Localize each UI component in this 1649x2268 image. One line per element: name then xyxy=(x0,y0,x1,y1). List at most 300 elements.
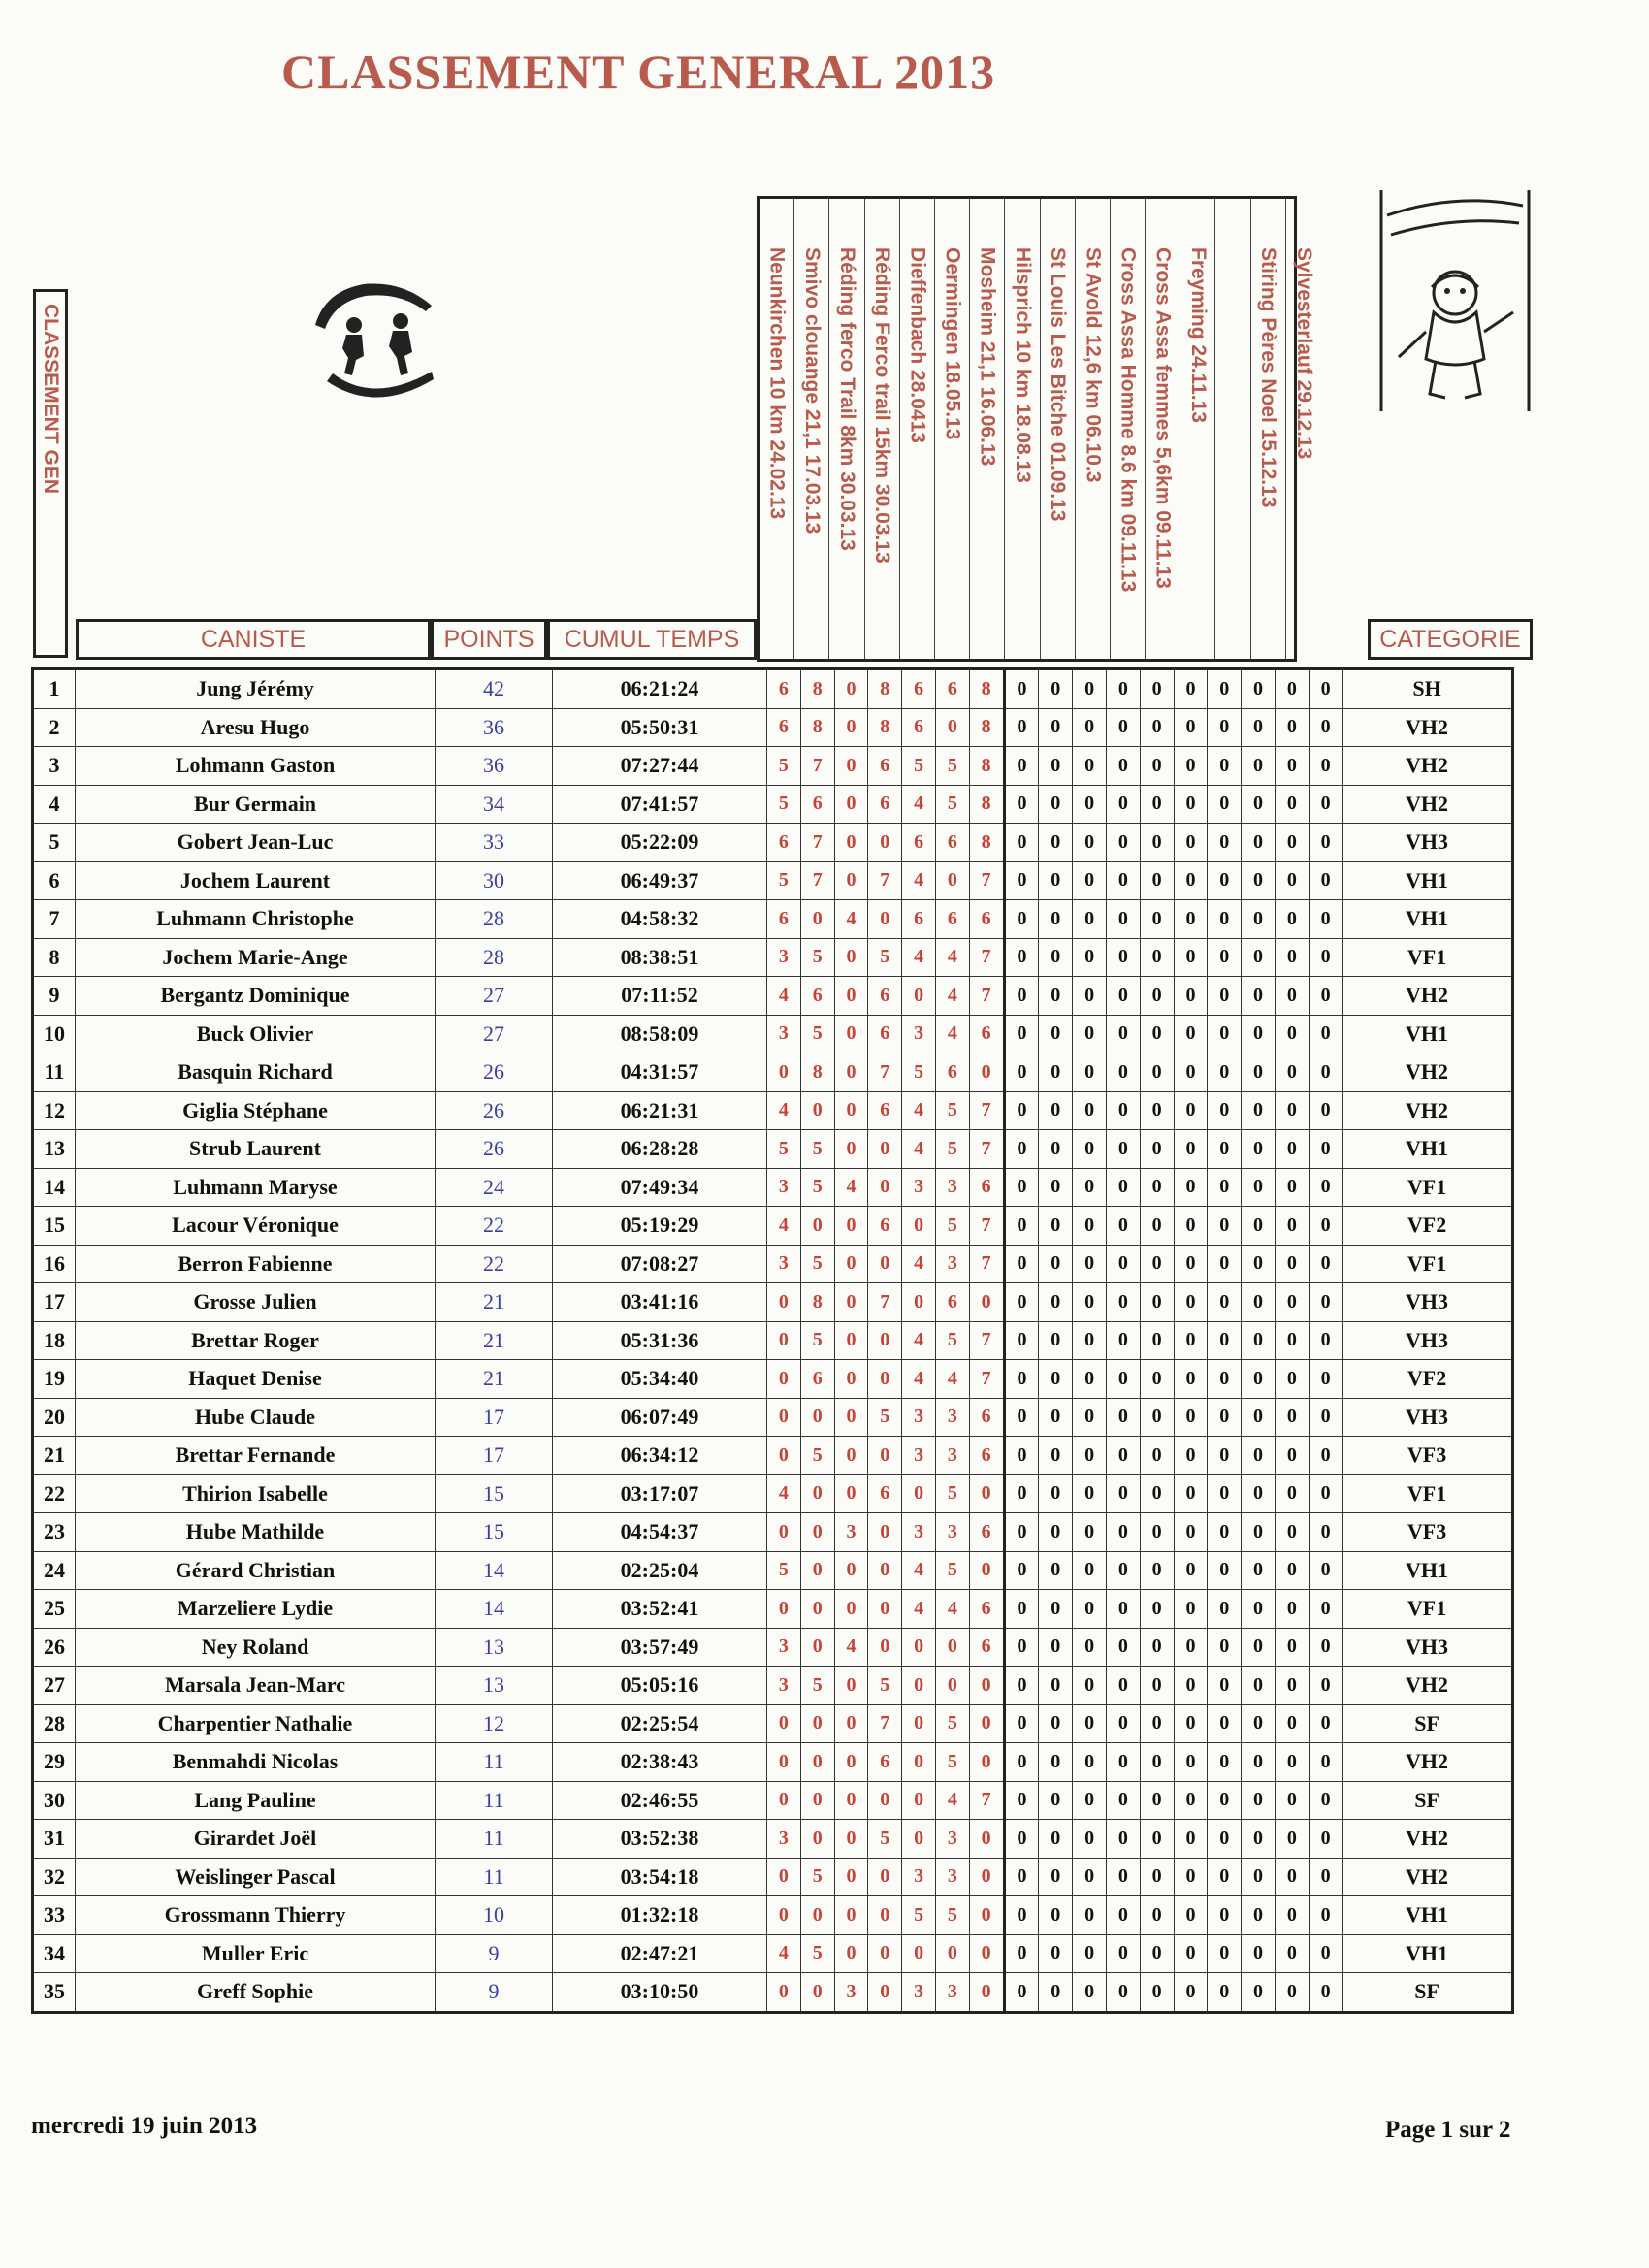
rank-cell: 20 xyxy=(33,1398,76,1437)
table-row xyxy=(33,1130,1513,1169)
score-cell: 7 xyxy=(868,1283,902,1322)
score-cell: 0 xyxy=(1140,1091,1174,1130)
score-cell: 0 xyxy=(1208,669,1242,709)
score-cell: 7 xyxy=(969,938,1004,977)
score-cell: 0 xyxy=(1208,1628,1242,1667)
score-cell: 7 xyxy=(969,1360,1004,1399)
score-cell: 0 xyxy=(1275,1628,1309,1667)
categorie-header: CATEGORIE xyxy=(1368,619,1533,660)
score-cell: 0 xyxy=(868,1513,902,1552)
table-row xyxy=(33,1973,1513,2013)
club-logo xyxy=(286,267,480,412)
score-cell: 0 xyxy=(1106,1934,1140,1973)
score-cell: 0 xyxy=(1004,1896,1039,1935)
score-cell: 0 xyxy=(1174,1283,1208,1322)
score-cell: 5 xyxy=(868,938,902,977)
score-cell: 0 xyxy=(868,1973,902,2013)
score-cell: 0 xyxy=(1039,747,1073,786)
name-cell: Charpentier Nathalie xyxy=(76,1704,436,1743)
score-cell: 0 xyxy=(1039,1207,1073,1246)
points-cell: 17 xyxy=(436,1437,553,1475)
score-cell: 0 xyxy=(1140,1360,1174,1399)
table-row xyxy=(33,1513,1513,1552)
score-cell: 0 xyxy=(834,1896,868,1935)
score-cell: 7 xyxy=(969,1245,1004,1283)
score-cell: 3 xyxy=(767,1820,801,1859)
score-cell: 0 xyxy=(1106,1628,1140,1667)
score-cell: 6 xyxy=(935,824,969,862)
name-cell: Gobert Jean-Luc xyxy=(76,824,436,862)
race-column-header xyxy=(829,199,864,659)
score-cell: 4 xyxy=(935,938,969,977)
score-cell: 4 xyxy=(902,1245,936,1283)
score-cell: 0 xyxy=(1073,785,1107,824)
score-cell: 0 xyxy=(1309,1360,1342,1399)
score-cell: 0 xyxy=(1275,861,1309,900)
race-name: Freyming 24.11.13 xyxy=(1186,247,1210,423)
score-cell: 0 xyxy=(935,861,969,900)
category-cell: VH1 xyxy=(1342,1896,1512,1935)
score-cell: 0 xyxy=(1004,1130,1039,1169)
points-cell: 21 xyxy=(436,1283,553,1322)
score-cell: 3 xyxy=(935,1398,969,1437)
score-cell: 6 xyxy=(902,669,936,709)
score-cell: 0 xyxy=(1242,1551,1276,1590)
score-cell: 0 xyxy=(1309,1628,1342,1667)
score-cell: 0 xyxy=(1208,1398,1242,1437)
time-cell: 03:52:38 xyxy=(553,1820,767,1859)
points-cell: 17 xyxy=(436,1398,553,1437)
rank-cell: 35 xyxy=(33,1973,76,2013)
table-row xyxy=(33,669,1513,709)
score-cell: 0 xyxy=(1106,1513,1140,1552)
score-cell: 3 xyxy=(834,1973,868,2013)
points-cell: 27 xyxy=(436,1015,553,1053)
score-cell: 0 xyxy=(1309,1667,1342,1705)
score-cell: 0 xyxy=(1242,900,1276,939)
score-cell: 5 xyxy=(902,747,936,786)
score-cell: 0 xyxy=(834,747,868,786)
score-cell: 0 xyxy=(1208,900,1242,939)
name-cell: Berron Fabienne xyxy=(76,1245,436,1283)
time-cell: 05:05:16 xyxy=(553,1667,767,1705)
rank-cell: 23 xyxy=(33,1513,76,1552)
points-cell: 22 xyxy=(436,1245,553,1283)
score-cell: 4 xyxy=(902,1551,936,1590)
score-cell: 4 xyxy=(935,1015,969,1053)
rank-cell: 5 xyxy=(33,824,76,862)
rank-cell: 9 xyxy=(33,977,76,1016)
score-cell: 0 xyxy=(1242,1820,1276,1859)
name-cell: Girardet Joël xyxy=(76,1820,436,1859)
points-cell: 15 xyxy=(436,1474,553,1513)
score-cell: 0 xyxy=(1208,1704,1242,1743)
time-cell: 08:38:51 xyxy=(553,938,767,977)
score-cell: 0 xyxy=(1208,1015,1242,1053)
category-cell: VF1 xyxy=(1342,1245,1512,1283)
name-cell: Luhmann Christophe xyxy=(76,900,436,939)
score-cell: 0 xyxy=(1275,1474,1309,1513)
score-cell: 0 xyxy=(969,1743,1004,1782)
score-cell: 0 xyxy=(1039,1704,1073,1743)
score-cell: 6 xyxy=(800,1360,834,1399)
score-cell: 0 xyxy=(969,1053,1004,1092)
score-cell: 3 xyxy=(935,1820,969,1859)
score-cell: 6 xyxy=(868,1015,902,1053)
score-cell: 0 xyxy=(902,1667,936,1705)
score-cell: 0 xyxy=(1174,669,1208,709)
score-cell: 0 xyxy=(1242,1934,1276,1973)
score-cell: 0 xyxy=(868,824,902,862)
score-cell: 0 xyxy=(1039,1743,1073,1782)
score-cell: 0 xyxy=(800,1398,834,1437)
score-cell: 0 xyxy=(868,1590,902,1629)
score-cell: 0 xyxy=(1106,1474,1140,1513)
score-cell: 0 xyxy=(1309,1704,1342,1743)
category-cell: VH2 xyxy=(1342,785,1512,824)
race-name: Réding ferco Trail 8km 30.03.13 xyxy=(835,247,858,551)
score-cell: 0 xyxy=(969,1896,1004,1935)
score-cell: 5 xyxy=(800,1321,834,1360)
score-cell: 4 xyxy=(902,1360,936,1399)
score-cell: 0 xyxy=(1004,1053,1039,1092)
score-cell: 4 xyxy=(834,1168,868,1207)
score-cell: 0 xyxy=(834,1245,868,1283)
points-cell: 15 xyxy=(436,1513,553,1552)
score-cell: 0 xyxy=(1242,1513,1276,1552)
score-cell: 0 xyxy=(1073,1896,1107,1935)
points-cell: 10 xyxy=(436,1896,553,1935)
score-cell: 0 xyxy=(969,1973,1004,2013)
score-cell: 0 xyxy=(1208,861,1242,900)
score-cell: 0 xyxy=(1174,785,1208,824)
score-cell: 0 xyxy=(800,1628,834,1667)
score-cell: 0 xyxy=(1309,1168,1342,1207)
score-cell: 0 xyxy=(1309,1820,1342,1859)
score-cell: 0 xyxy=(1073,1667,1107,1705)
score-cell: 8 xyxy=(868,708,902,747)
score-cell: 0 xyxy=(969,1704,1004,1743)
score-cell: 0 xyxy=(1174,1973,1208,2013)
score-cell: 0 xyxy=(1242,1667,1276,1705)
score-cell: 0 xyxy=(1275,1973,1309,2013)
score-cell: 0 xyxy=(1004,1321,1039,1360)
table-row xyxy=(33,1245,1513,1283)
score-cell: 0 xyxy=(1242,1896,1276,1935)
table-row xyxy=(33,900,1513,939)
score-cell: 0 xyxy=(1174,1667,1208,1705)
score-cell: 0 xyxy=(1140,747,1174,786)
score-cell: 0 xyxy=(1073,1474,1107,1513)
score-cell: 0 xyxy=(1073,1360,1107,1399)
score-cell: 5 xyxy=(902,1896,936,1935)
score-cell: 0 xyxy=(767,1398,801,1437)
score-cell: 0 xyxy=(1140,1053,1174,1092)
score-cell: 4 xyxy=(767,1091,801,1130)
points-cell: 28 xyxy=(436,938,553,977)
score-cell: 0 xyxy=(1208,1896,1242,1935)
score-cell: 0 xyxy=(1073,1743,1107,1782)
score-cell: 0 xyxy=(1004,1091,1039,1130)
score-cell: 0 xyxy=(1004,747,1039,786)
score-cell: 0 xyxy=(1309,1590,1342,1629)
score-cell: 0 xyxy=(1242,669,1276,709)
score-cell: 0 xyxy=(1039,708,1073,747)
category-cell: VH1 xyxy=(1342,1551,1512,1590)
score-cell: 0 xyxy=(1242,708,1276,747)
score-cell: 0 xyxy=(868,1781,902,1820)
score-cell: 0 xyxy=(1073,1820,1107,1859)
table-row xyxy=(33,938,1513,977)
score-cell: 0 xyxy=(1275,1207,1309,1246)
score-cell: 5 xyxy=(800,1168,834,1207)
score-cell: 0 xyxy=(1140,1667,1174,1705)
score-cell: 0 xyxy=(1039,1973,1073,2013)
score-cell: 0 xyxy=(1242,938,1276,977)
score-cell: 0 xyxy=(1004,1168,1039,1207)
score-cell: 0 xyxy=(1004,1628,1039,1667)
score-cell: 0 xyxy=(1208,1053,1242,1092)
time-cell: 06:49:37 xyxy=(553,861,767,900)
score-cell: 0 xyxy=(1140,1321,1174,1360)
score-cell: 0 xyxy=(1242,1628,1276,1667)
score-cell: 0 xyxy=(1174,1360,1208,1399)
name-cell: Thirion Isabelle xyxy=(76,1474,436,1513)
time-cell: 05:19:29 xyxy=(553,1207,767,1246)
score-cell: 7 xyxy=(969,1207,1004,1246)
rank-cell: 12 xyxy=(33,1091,76,1130)
standings-table xyxy=(31,667,1514,2014)
score-cell: 0 xyxy=(1208,1858,1242,1896)
score-cell: 0 xyxy=(1309,1474,1342,1513)
rank-cell: 1 xyxy=(33,669,76,709)
score-cell: 0 xyxy=(1242,1704,1276,1743)
score-cell: 0 xyxy=(935,1667,969,1705)
score-cell: 0 xyxy=(834,708,868,747)
score-cell: 4 xyxy=(935,1360,969,1399)
score-cell: 0 xyxy=(1106,1245,1140,1283)
score-cell: 0 xyxy=(1242,1053,1276,1092)
score-cell: 0 xyxy=(1106,1743,1140,1782)
rank-cell: 19 xyxy=(33,1360,76,1399)
name-cell: Marzeliere Lydie xyxy=(76,1590,436,1629)
score-cell: 0 xyxy=(1140,1015,1174,1053)
score-cell: 0 xyxy=(1208,747,1242,786)
name-cell: Lang Pauline xyxy=(76,1781,436,1820)
score-cell: 0 xyxy=(1242,1474,1276,1513)
name-cell: Grossmann Thierry xyxy=(76,1896,436,1935)
table-row xyxy=(33,1437,1513,1475)
score-cell: 0 xyxy=(834,1321,868,1360)
category-cell: VH2 xyxy=(1342,1091,1512,1130)
score-cell: 5 xyxy=(800,1130,834,1169)
score-cell: 0 xyxy=(1039,1360,1073,1399)
score-cell: 0 xyxy=(1140,1628,1174,1667)
score-cell: 0 xyxy=(902,1704,936,1743)
score-cell: 0 xyxy=(1174,1015,1208,1053)
score-cell: 0 xyxy=(1275,900,1309,939)
score-cell: 0 xyxy=(767,1437,801,1475)
table-row xyxy=(33,1321,1513,1360)
score-cell: 5 xyxy=(767,1551,801,1590)
score-cell: 0 xyxy=(1039,1053,1073,1092)
score-cell: 0 xyxy=(1073,1168,1107,1207)
score-cell: 0 xyxy=(834,1590,868,1629)
race-name: Neunkirchen 10 km 24.02.13 xyxy=(765,247,789,520)
score-cell: 0 xyxy=(868,1858,902,1896)
name-cell: Greff Sophie xyxy=(76,1973,436,2013)
score-cell: 8 xyxy=(800,1283,834,1322)
score-cell: 0 xyxy=(1140,977,1174,1016)
points-cell: 26 xyxy=(436,1130,553,1169)
score-cell: 0 xyxy=(1208,1245,1242,1283)
name-cell: Luhmann Maryse xyxy=(76,1168,436,1207)
score-cell: 5 xyxy=(767,747,801,786)
table-row xyxy=(33,824,1513,862)
score-cell: 0 xyxy=(1140,1743,1174,1782)
score-cell: 4 xyxy=(902,861,936,900)
score-cell: 6 xyxy=(767,824,801,862)
score-cell: 0 xyxy=(800,1704,834,1743)
score-cell: 7 xyxy=(868,1704,902,1743)
category-cell: VH2 xyxy=(1342,1820,1512,1859)
score-cell: 0 xyxy=(1073,1283,1107,1322)
score-cell: 5 xyxy=(800,938,834,977)
score-cell: 0 xyxy=(1140,1513,1174,1552)
score-cell: 0 xyxy=(1106,938,1140,977)
time-cell: 02:46:55 xyxy=(553,1781,767,1820)
score-cell: 6 xyxy=(969,1015,1004,1053)
race-name: Hilsprich 10 km 18.08.13 xyxy=(1011,247,1034,483)
score-cell: 0 xyxy=(902,1934,936,1973)
score-cell: 0 xyxy=(1174,1513,1208,1552)
score-cell: 0 xyxy=(1140,1437,1174,1475)
table-row xyxy=(33,1474,1513,1513)
score-cell: 0 xyxy=(1242,1245,1276,1283)
score-cell: 6 xyxy=(969,1168,1004,1207)
score-cell: 0 xyxy=(1309,1934,1342,1973)
points-cell: 22 xyxy=(436,1207,553,1246)
score-cell: 0 xyxy=(1106,1398,1140,1437)
category-cell: VH3 xyxy=(1342,1321,1512,1360)
points-cell: 33 xyxy=(436,824,553,862)
score-cell: 5 xyxy=(935,1207,969,1246)
category-cell: SF xyxy=(1342,1781,1512,1820)
page-title: CLASSEMENT GENERAL 2013 xyxy=(281,45,996,99)
score-cell: 0 xyxy=(1106,1820,1140,1859)
score-cell: 5 xyxy=(868,1667,902,1705)
side-label-box xyxy=(33,289,68,658)
score-cell: 0 xyxy=(1140,1973,1174,2013)
points-cell: 30 xyxy=(436,861,553,900)
cumul-temps-header: CUMUL TEMPS xyxy=(547,619,757,660)
rank-cell: 14 xyxy=(33,1168,76,1207)
score-cell: 5 xyxy=(868,1398,902,1437)
name-cell: Jochem Laurent xyxy=(76,861,436,900)
score-cell: 0 xyxy=(1004,861,1039,900)
score-cell: 3 xyxy=(935,1858,969,1896)
rank-cell: 30 xyxy=(33,1781,76,1820)
score-cell: 0 xyxy=(1208,1781,1242,1820)
rank-cell: 16 xyxy=(33,1245,76,1283)
score-cell: 0 xyxy=(1174,1704,1208,1743)
category-cell: SH xyxy=(1342,669,1512,709)
score-cell: 0 xyxy=(1073,1245,1107,1283)
race-column-header xyxy=(935,199,970,659)
category-cell: VH1 xyxy=(1342,1934,1512,1973)
name-cell: Brettar Roger xyxy=(76,1321,436,1360)
score-cell: 0 xyxy=(1275,1130,1309,1169)
category-cell: VH3 xyxy=(1342,1398,1512,1437)
table-row xyxy=(33,1858,1513,1896)
table-row xyxy=(33,1590,1513,1629)
score-cell: 5 xyxy=(935,1474,969,1513)
category-cell: SF xyxy=(1342,1973,1512,2013)
score-cell: 0 xyxy=(1174,1053,1208,1092)
score-cell: 0 xyxy=(1106,1130,1140,1169)
points-cell: 9 xyxy=(436,1934,553,1973)
table-row xyxy=(33,1934,1513,1973)
score-cell: 3 xyxy=(902,1513,936,1552)
race-name: Dieffenbach 28.0413 xyxy=(906,247,929,443)
points-cell: 11 xyxy=(436,1858,553,1896)
score-cell: 5 xyxy=(868,1820,902,1859)
points-cell: 11 xyxy=(436,1820,553,1859)
score-cell: 0 xyxy=(1242,1743,1276,1782)
score-cell: 5 xyxy=(935,1130,969,1169)
score-cell: 0 xyxy=(1073,1551,1107,1590)
score-cell: 0 xyxy=(1073,1934,1107,1973)
score-cell: 0 xyxy=(1174,1091,1208,1130)
score-cell: 3 xyxy=(935,1513,969,1552)
score-cell: 0 xyxy=(1208,1551,1242,1590)
category-cell: VH3 xyxy=(1342,1628,1512,1667)
score-cell: 5 xyxy=(767,1130,801,1169)
name-cell: Jochem Marie-Ange xyxy=(76,938,436,977)
score-cell: 0 xyxy=(1275,1781,1309,1820)
score-cell: 0 xyxy=(1073,1398,1107,1437)
score-cell: 0 xyxy=(902,1781,936,1820)
race-name: Mosheim 21,1 16.06.13 xyxy=(976,247,999,467)
score-cell: 6 xyxy=(767,708,801,747)
score-cell: 3 xyxy=(935,1973,969,2013)
score-cell: 0 xyxy=(1309,747,1342,786)
score-cell: 3 xyxy=(767,1168,801,1207)
race-column-header xyxy=(865,199,900,659)
category-cell: VH2 xyxy=(1342,1053,1512,1092)
score-cell: 5 xyxy=(935,1321,969,1360)
score-cell: 0 xyxy=(1309,1053,1342,1092)
score-cell: 3 xyxy=(935,1437,969,1475)
score-cell: 6 xyxy=(969,1437,1004,1475)
score-cell: 0 xyxy=(800,1551,834,1590)
points-cell: 13 xyxy=(436,1628,553,1667)
score-cell: 0 xyxy=(834,1207,868,1246)
score-cell: 0 xyxy=(1174,900,1208,939)
table-row xyxy=(33,747,1513,786)
time-cell: 06:21:31 xyxy=(553,1091,767,1130)
score-cell: 0 xyxy=(1242,1207,1276,1246)
score-cell: 0 xyxy=(1309,1551,1342,1590)
score-cell: 0 xyxy=(902,1743,936,1782)
score-cell: 7 xyxy=(868,1053,902,1092)
score-cell: 7 xyxy=(969,1091,1004,1130)
score-cell: 0 xyxy=(834,1743,868,1782)
category-cell: VF3 xyxy=(1342,1437,1512,1475)
points-cell: 14 xyxy=(436,1590,553,1629)
score-cell: 0 xyxy=(834,1858,868,1896)
score-cell: 5 xyxy=(767,785,801,824)
